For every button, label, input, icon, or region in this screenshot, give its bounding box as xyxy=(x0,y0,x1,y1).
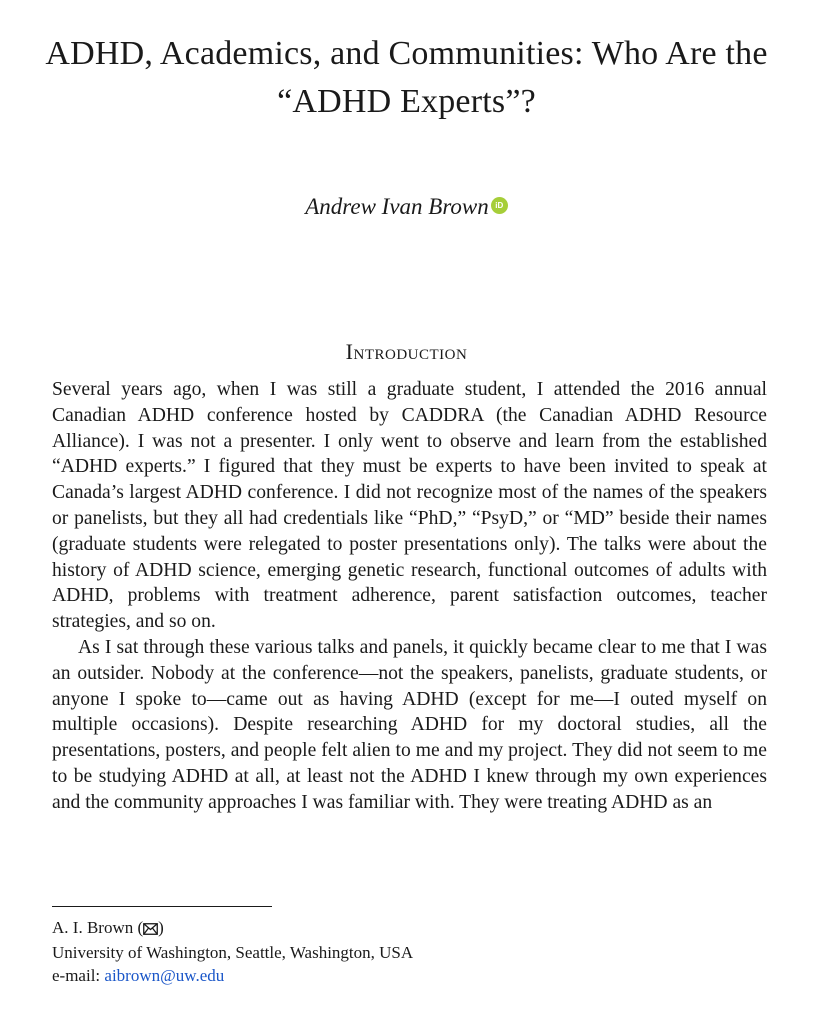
section-heading: Introduction xyxy=(345,339,468,364)
paragraph-1: Several years ago, when I was still a graduate student, I attended the 2016 annual Canadian ADHD conference hosted by CADDRA (the Canadian ADHD Resource Alliance). I was not a presenter. I only went to observe and learn from the established “ADHD experts.” I figured that they must be experts to have been invited to speak at Canada’s largest ADHD conference. I did not recognize most of the names of the speakers or panelists, but they all had credentials like “PhD,” “PsyD,” or “MD” beside their names (graduate students were relegated to poster presentations only). The talks were about the history of ADHD science, emerging genetic research, functional outcomes of adults with ADHD, problems with treatment adherence, parent satisfaction outcomes, teacher strategies, and so on. xyxy=(52,379,767,633)
footnote-email-line xyxy=(52,964,752,987)
author-footnote xyxy=(52,916,752,987)
author-name: Andrew Ivan Brown xyxy=(305,194,489,219)
footnote-divider xyxy=(52,906,272,907)
body-text xyxy=(52,377,767,816)
footnote-affiliation: University of Washington, Seattle, Washington, USA xyxy=(52,943,414,962)
paragraph-2: As I sat through these various talks and panels, it quickly became clear to me that I was an outsider. Nobody at the conference—not the speakers, panelists, graduate students, or anyone I spoke to—came out as having ADHD (except for me—I outed myself on multiple occasions). Despite researching ADHD for my doctoral studies, all the presentations, posters, and people felt alien to me and my project. They did not seem to me to be studying ADHD at all, at least not the ADHD I knew through my own experiences and the community approaches I was familiar with. They were treating ADHD as an xyxy=(52,636,767,813)
orcid-icon[interactable] xyxy=(491,197,508,214)
author-byline xyxy=(0,191,813,223)
envelope-icon[interactable] xyxy=(143,918,158,941)
footnote-author-name: A. I. Brown ( xyxy=(52,918,144,937)
email-link[interactable]: aibrown@uw.edu xyxy=(104,966,225,985)
footnote-author-line xyxy=(52,916,752,941)
footnote-email-label: e-mail: xyxy=(52,966,105,985)
orcid-icon-label: iD xyxy=(495,201,504,210)
footnote-author-close: ) xyxy=(158,918,164,937)
article-title: ADHD, Academics, and Communities: Who Are the “ADHD Experts”? xyxy=(45,35,768,120)
